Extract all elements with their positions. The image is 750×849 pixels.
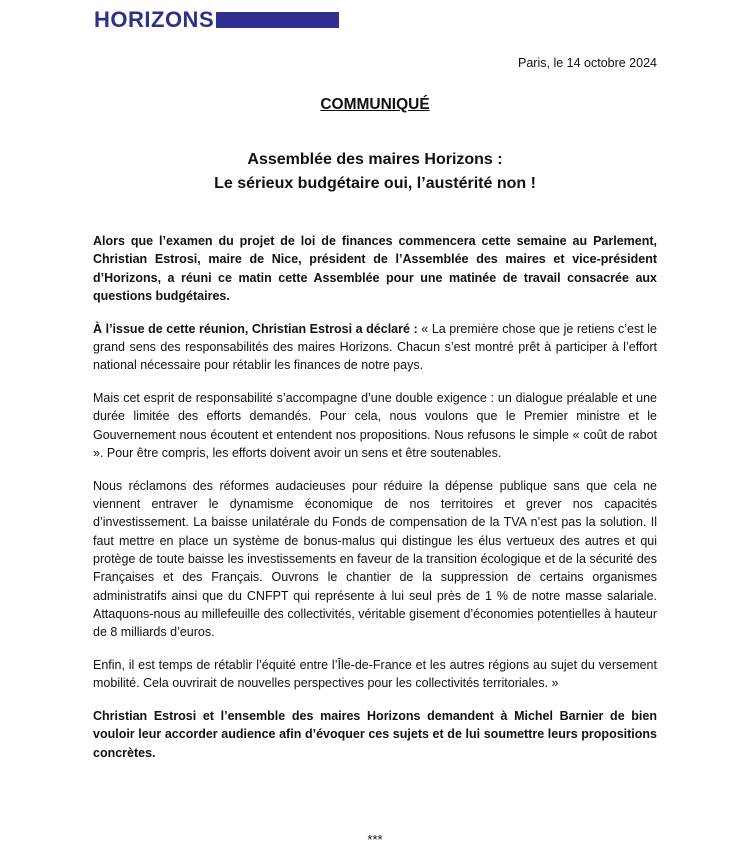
logo-bar bbox=[216, 12, 339, 28]
paragraph-3: Nous réclamons des réformes audacieuses pour réduire la dépense publique sans que cela ne viennent entraver le dynamisme économique de nos territoires et grever nos capacités d’investissement. La baisse unilatérale du Fonds de compensation de la TVA n’est pas la solution. Il faut mettre en place un système de bonus-malus qui distingue les élus vertueux des autres et qui protège de toute baisse les investissements en faveur de la transition écologique et de la sécurité des Françaises et des Français. Ouvrons le chantier de la suppression de certains organismes administratifs ainsi que du CNFPT qui représente à lui seul près de 1 % de notre masse salariale. Attaquons-nous au millefeuille des collectivités, véritable gisement d’économies potentielles à hauteur de 8 milliards d’euros. bbox=[93, 478, 657, 640]
date-line: Paris, le 14 octobre 2024 bbox=[518, 56, 657, 70]
paragraph-4: Enfin, il est temps de rétablir l’équité entre l’Île-de-France et les autres régions au sujet du versement mobilité. Cela ouvrirait de nouvelles perspectives pour les collectivités territoriales. » bbox=[93, 657, 657, 691]
press-release-body bbox=[93, 232, 657, 776]
press-release-title bbox=[0, 148, 750, 196]
title-line-2: Le sérieux budgétaire oui, l’austérité non ! bbox=[214, 175, 536, 192]
quote-paragraph bbox=[93, 320, 657, 375]
paragraph-2: Mais cet esprit de responsabilité s’accompagne d’une double exigence : un dialogue préalable et une durée limitée des efforts demandés. Pour cela, nous voulons que le Premier ministre et le Gouvernement nous écoutent et entendent nos propositions. Nous refusons le simple « coût de rabot ». Pour être compris, les efforts doivent avoir un sens et être soutenables. bbox=[93, 391, 657, 460]
horizons-logo bbox=[94, 9, 339, 31]
closing-paragraph: Christian Estrosi et l’ensemble des maires Horizons demandent à Michel Barnier de bien vouloir leur accorder audience afin d’évoquer ces sujets et de lui soumettre leurs propositions concrètes. bbox=[93, 709, 657, 760]
title-line-1: Assemblée des maires Horizons : bbox=[247, 151, 503, 168]
logo-text: HORIZONS bbox=[94, 7, 215, 32]
page-heading: COMMUNIQUÉ bbox=[320, 96, 430, 113]
intro-paragraph: Alors que l’examen du projet de loi de finances commencera cette semaine au Parlement, Christian Estrosi, maire de Nice, président de l’Assemblée des maires et vice-président d’Horizons, a réuni ce matin cette Assemblée pour une matinée de travail consacrée aux questions budgétaires. bbox=[93, 234, 657, 303]
quote-lead: À l’issue de cette réunion, Christian Estrosi a déclaré : bbox=[93, 321, 418, 336]
separator: *** bbox=[367, 832, 383, 847]
quote-start: « La première chose que je retiens c’est le grand sens des responsabilités des maires Horizons. Chacun s’est montré prêt à participer à l’effort national nécessaire pour rétablir les finances de notre pays. bbox=[93, 321, 658, 373]
